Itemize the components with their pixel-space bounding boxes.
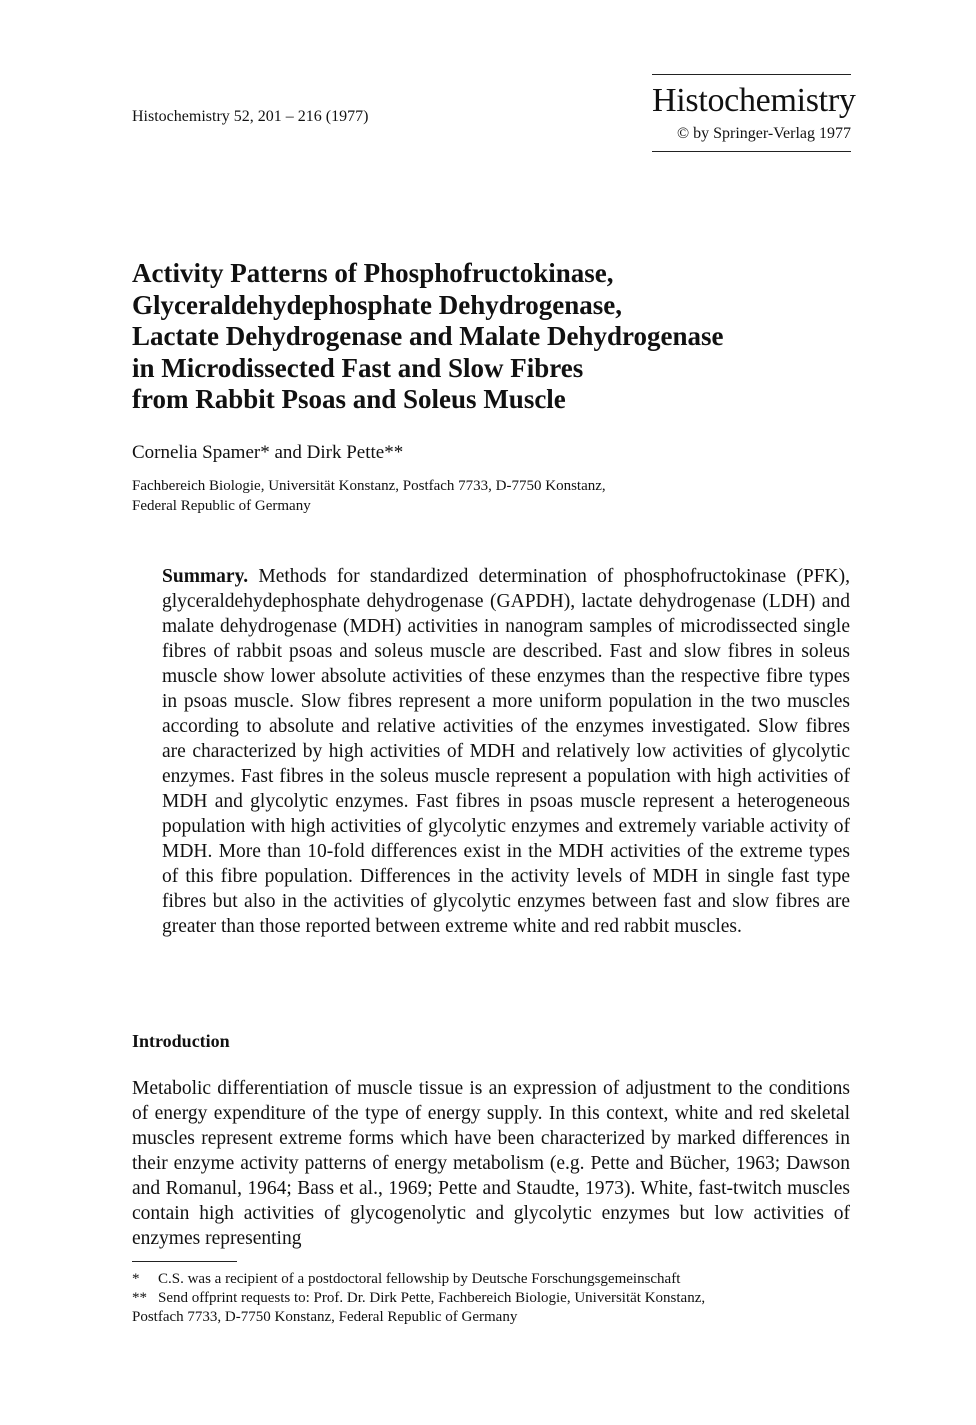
footnote-mark: ** <box>132 1290 147 1306</box>
introduction-heading: Introduction <box>132 1031 230 1051</box>
journal-name: Histochemistry <box>652 82 856 119</box>
copyright-notice: © by Springer-Verlag 1977 <box>676 125 851 142</box>
footnote <box>132 1270 850 1289</box>
footnotes <box>132 1270 850 1327</box>
footnote-continuation: Postfach 7733, D-7750 Konstanz, Federal Republic of Germany <box>132 1309 518 1325</box>
summary-label: Summary. <box>162 566 249 587</box>
summary-text: Methods for standardized determination of phosphofructokinase (PFK), glyceraldehydephosphate dehydrogenase (GAPDH), lactate dehydrogenase (LDH) and malate dehydrogenase (MDH) activities in nanogram samples of microdissected single fibres of rabbit psoas and soleus muscle are described. Fast and slow fibres in soleus muscle show lower absolute activities of these enzymes than the respective fibre types in psoas muscle. Slow fibres represent a more uniform population in the two muscles according to absolute and relative activities of the enzymes investigated. Slow fibres are characterized by high activities of MDH and relatively low activities of glycolytic enzymes. Fast fibres in the soleus muscle represent a population with high activities of MDH and glycolytic enzymes. Fast fibres in psoas muscle represent a heterogeneous population with high activities of glycolytic enzymes and extremely variable activity of MDH. More than 10-fold differences exist in the MDH activities of the extreme types of this fibre population. Differences in the activity levels of MDH in single fast type fibres but also in the activities of glycolytic enzymes between fast and slow fibres are greater than those reported between extreme white and red rabbit muscles. <box>162 566 850 937</box>
journal-masthead <box>652 74 856 152</box>
affiliation <box>132 476 606 516</box>
summary-paragraph <box>162 564 850 939</box>
author-list: Cornelia Spamer* and Dirk Pette** <box>132 442 404 463</box>
article-title <box>132 258 832 416</box>
introduction-paragraph: Metabolic differentiation of muscle tissue is an expression of adjustment to the conditions of energy expenditure of the type of energy supply. In this context, white and red skeletal muscles represent extreme forms which have been characterized by marked differences in their enzyme activity patterns of energy metabolism (e.g. Pette and Bücher, 1963; Dawson and Romanul, 1964; Bass et al., 1969; Pette and Staudte, 1973). White, fast-twitch muscles contain high activities of glycogenolytic and glycolytic enzymes but low activities of enzymes representing <box>132 1078 850 1249</box>
affiliation-line: Fachbereich Biologie, Universität Konstanz, Postfach 7733, D-7750 Konstanz, <box>132 478 606 494</box>
journal-citation: Histochemistry 52, 201 – 216 (1977) <box>132 108 369 125</box>
masthead-bottom-rule <box>652 151 851 152</box>
title-line: Glyceraldehydephosphate Dehydrogenase, <box>132 289 623 320</box>
title-line: Lactate Dehydrogenase and Malate Dehydrogenase <box>132 321 724 351</box>
footnote-rule <box>132 1261 237 1262</box>
title-line: in Microdissected Fast and Slow Fibres <box>132 352 584 383</box>
affiliation-line: Federal Republic of Germany <box>132 498 311 514</box>
footnote-mark: * <box>132 1271 140 1287</box>
footnote-text: Send offprint requests to: Prof. Dr. Dirk Pette, Fachbereich Biologie, Universität Konstanz, <box>158 1290 706 1306</box>
footnote-text: C.S. was a recipient of a postdoctoral fellowship by Deutsche Forschungsgemeinschaft <box>158 1271 681 1287</box>
footnote <box>132 1289 850 1308</box>
title-line: Activity Patterns of Phosphofructokinase, <box>132 258 614 288</box>
title-line: from Rabbit Psoas and Soleus Muscle <box>132 384 566 414</box>
